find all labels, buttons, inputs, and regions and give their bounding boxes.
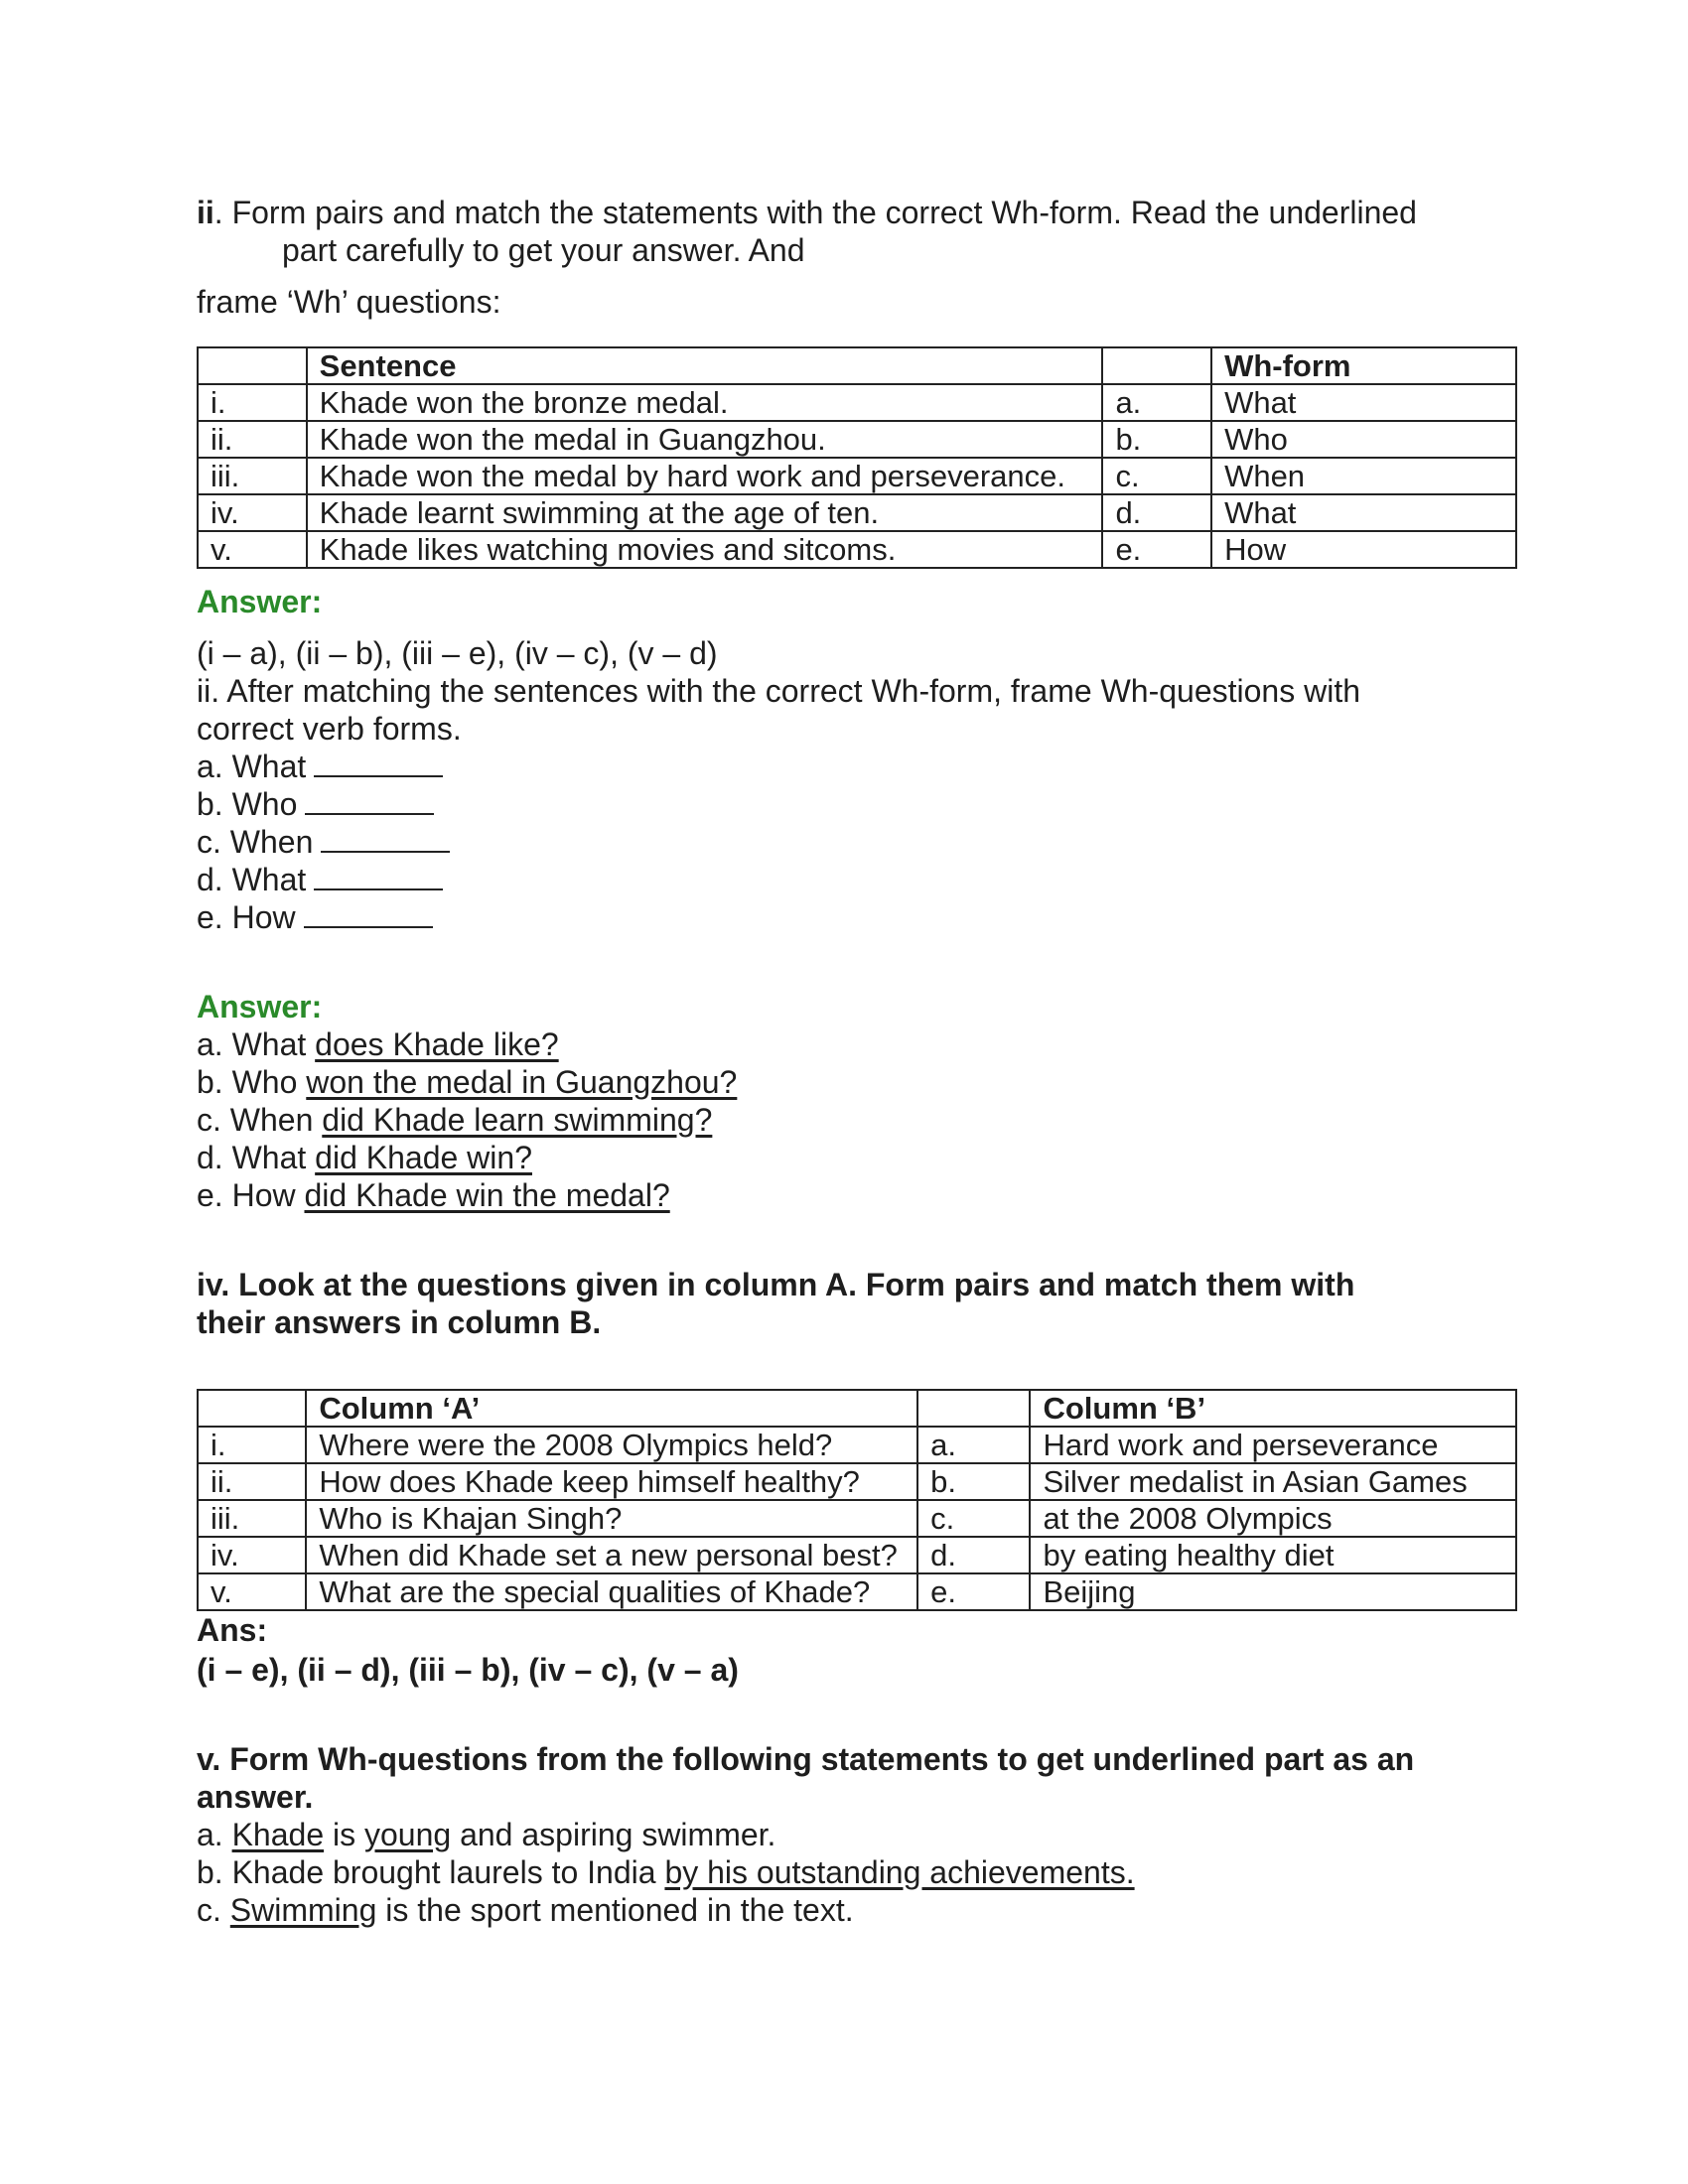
table-cell: Who	[1211, 421, 1516, 458]
table-cell: d.	[1102, 494, 1211, 531]
table-row	[198, 494, 1516, 531]
table-cell: Hard work and perseverance	[1030, 1427, 1516, 1463]
answer-label: Answer:	[197, 989, 323, 1024]
table-cell: e.	[1102, 531, 1211, 568]
table-header	[198, 347, 307, 384]
wh-form-table	[197, 346, 1517, 569]
table-cell: ii.	[198, 421, 307, 458]
answer-questions	[197, 1025, 1517, 1214]
table-cell: What	[1211, 384, 1516, 421]
list-item: e. How did Khade win the medal?	[197, 1177, 670, 1213]
list-item: d. What did Khade win?	[197, 1140, 532, 1175]
answer-label: Answer:	[197, 584, 323, 619]
list-item: a. What	[197, 748, 1517, 785]
table-cell: iii.	[198, 1500, 306, 1537]
table-cell: How	[1211, 531, 1516, 568]
table-cell: iii.	[198, 458, 307, 494]
table-cell: a.	[1102, 384, 1211, 421]
table-cell: iv.	[198, 1537, 306, 1573]
table-row	[198, 1537, 1516, 1573]
table-cell: iv.	[198, 494, 307, 531]
table-cell: c.	[917, 1500, 1030, 1537]
section-v-instruction: v. Form Wh-questions from the following statements to get underlined part as an	[197, 1741, 1415, 1777]
ans-text: (i – e), (ii – d), (iii – b), (iv – c), (v – a)	[197, 1652, 739, 1688]
table-cell: b.	[917, 1463, 1030, 1500]
table-row	[198, 531, 1516, 568]
table-cell: v.	[198, 1573, 306, 1610]
table-cell: i.	[198, 384, 307, 421]
statement-list	[197, 1816, 1517, 1929]
section-iv-instruction-cont: their answers in column B.	[197, 1304, 602, 1340]
table-cell: How does Khade keep himself healthy?	[306, 1463, 917, 1500]
list-item: e. How	[197, 898, 1517, 936]
table-cell: b.	[1102, 421, 1211, 458]
section-ii-number: ii	[197, 195, 214, 230]
follow-up-instruction-cont: correct verb forms.	[197, 711, 462, 747]
table-cell: Beijing	[1030, 1573, 1516, 1610]
table-cell: c.	[1102, 458, 1211, 494]
answer-text: (i – a), (ii – b), (iii – e), (iv – c), (v – d)	[197, 635, 718, 671]
table-header: Wh-form	[1211, 347, 1516, 384]
table-header-row	[198, 347, 1516, 384]
list-item: c. When	[197, 823, 1517, 861]
list-item: c. When did Khade learn swimming?	[197, 1102, 713, 1138]
table-row	[198, 458, 1516, 494]
table-cell: When did Khade set a new personal best?	[306, 1537, 917, 1573]
table-cell: Who is Khajan Singh?	[306, 1500, 917, 1537]
list-item: b. Who	[197, 785, 1517, 823]
blank-line	[304, 900, 433, 928]
table-header: Column ‘B’	[1030, 1390, 1516, 1427]
section-ii-instruction-end: frame ‘Wh’ questions:	[197, 284, 501, 320]
table-cell: Silver medalist in Asian Games	[1030, 1463, 1516, 1500]
section-ii-instruction-cont: part carefully to get your answer. And	[282, 232, 805, 268]
blank-line	[321, 825, 450, 853]
table-cell: by eating healthy diet	[1030, 1537, 1516, 1573]
table-cell: What are the special qualities of Khade?	[306, 1573, 917, 1610]
list-item: a. Khade is young and aspiring swimmer.	[197, 1817, 776, 1852]
blank-line	[314, 863, 443, 890]
table-cell: e.	[917, 1573, 1030, 1610]
table-cell: ii.	[198, 1463, 306, 1500]
blank-line	[314, 750, 443, 777]
list-item: a. What does Khade like?	[197, 1026, 559, 1062]
section-iv-instruction: iv. Look at the questions given in column A. Form pairs and match them with	[197, 1267, 1355, 1302]
table-header	[1102, 347, 1211, 384]
question-prompts	[197, 748, 1517, 936]
table-header: Sentence	[307, 347, 1103, 384]
table-row	[198, 1500, 1516, 1537]
blank-line	[305, 787, 434, 815]
table-cell: v.	[198, 531, 307, 568]
table-cell: Where were the 2008 Olympics held?	[306, 1427, 917, 1463]
table-cell: a.	[917, 1427, 1030, 1463]
table-header	[917, 1390, 1030, 1427]
list-item: d. What	[197, 861, 1517, 898]
table-row	[198, 384, 1516, 421]
column-match-table	[197, 1389, 1517, 1611]
table-cell: Khade won the medal in Guangzhou.	[307, 421, 1103, 458]
table-cell: When	[1211, 458, 1516, 494]
table-cell: i.	[198, 1427, 306, 1463]
follow-up-instruction: ii. After matching the sentences with the correct Wh-form, frame Wh-questions with	[197, 673, 1360, 709]
table-cell: d.	[917, 1537, 1030, 1573]
list-item: b. Khade brought laurels to India by his outstanding achievements.	[197, 1854, 1135, 1890]
table-cell: at the 2008 Olympics	[1030, 1500, 1516, 1537]
table-row	[198, 1427, 1516, 1463]
table-row	[198, 1463, 1516, 1500]
table-cell: Khade learnt swimming at the age of ten.	[307, 494, 1103, 531]
table-row	[198, 1573, 1516, 1610]
table-header	[198, 1390, 306, 1427]
document-page	[197, 194, 1517, 1929]
table-cell: Khade won the medal by hard work and perseverance.	[307, 458, 1103, 494]
table-row	[198, 421, 1516, 458]
list-item: b. Who won the medal in Guangzhou?	[197, 1064, 738, 1100]
table-cell: What	[1211, 494, 1516, 531]
table-cell: Khade likes watching movies and sitcoms.	[307, 531, 1103, 568]
table-header-row	[198, 1390, 1516, 1427]
table-header: Column ‘A’	[306, 1390, 917, 1427]
table-cell: Khade won the bronze medal.	[307, 384, 1103, 421]
list-item: c. Swimming is the sport mentioned in the text.	[197, 1892, 854, 1928]
section-ii-instruction: ii. Form pairs and match the statements with the correct Wh-form. Read the underlined	[197, 195, 1417, 230]
ans-label: Ans:	[197, 1612, 268, 1648]
section-v-instruction-cont: answer.	[197, 1779, 314, 1815]
